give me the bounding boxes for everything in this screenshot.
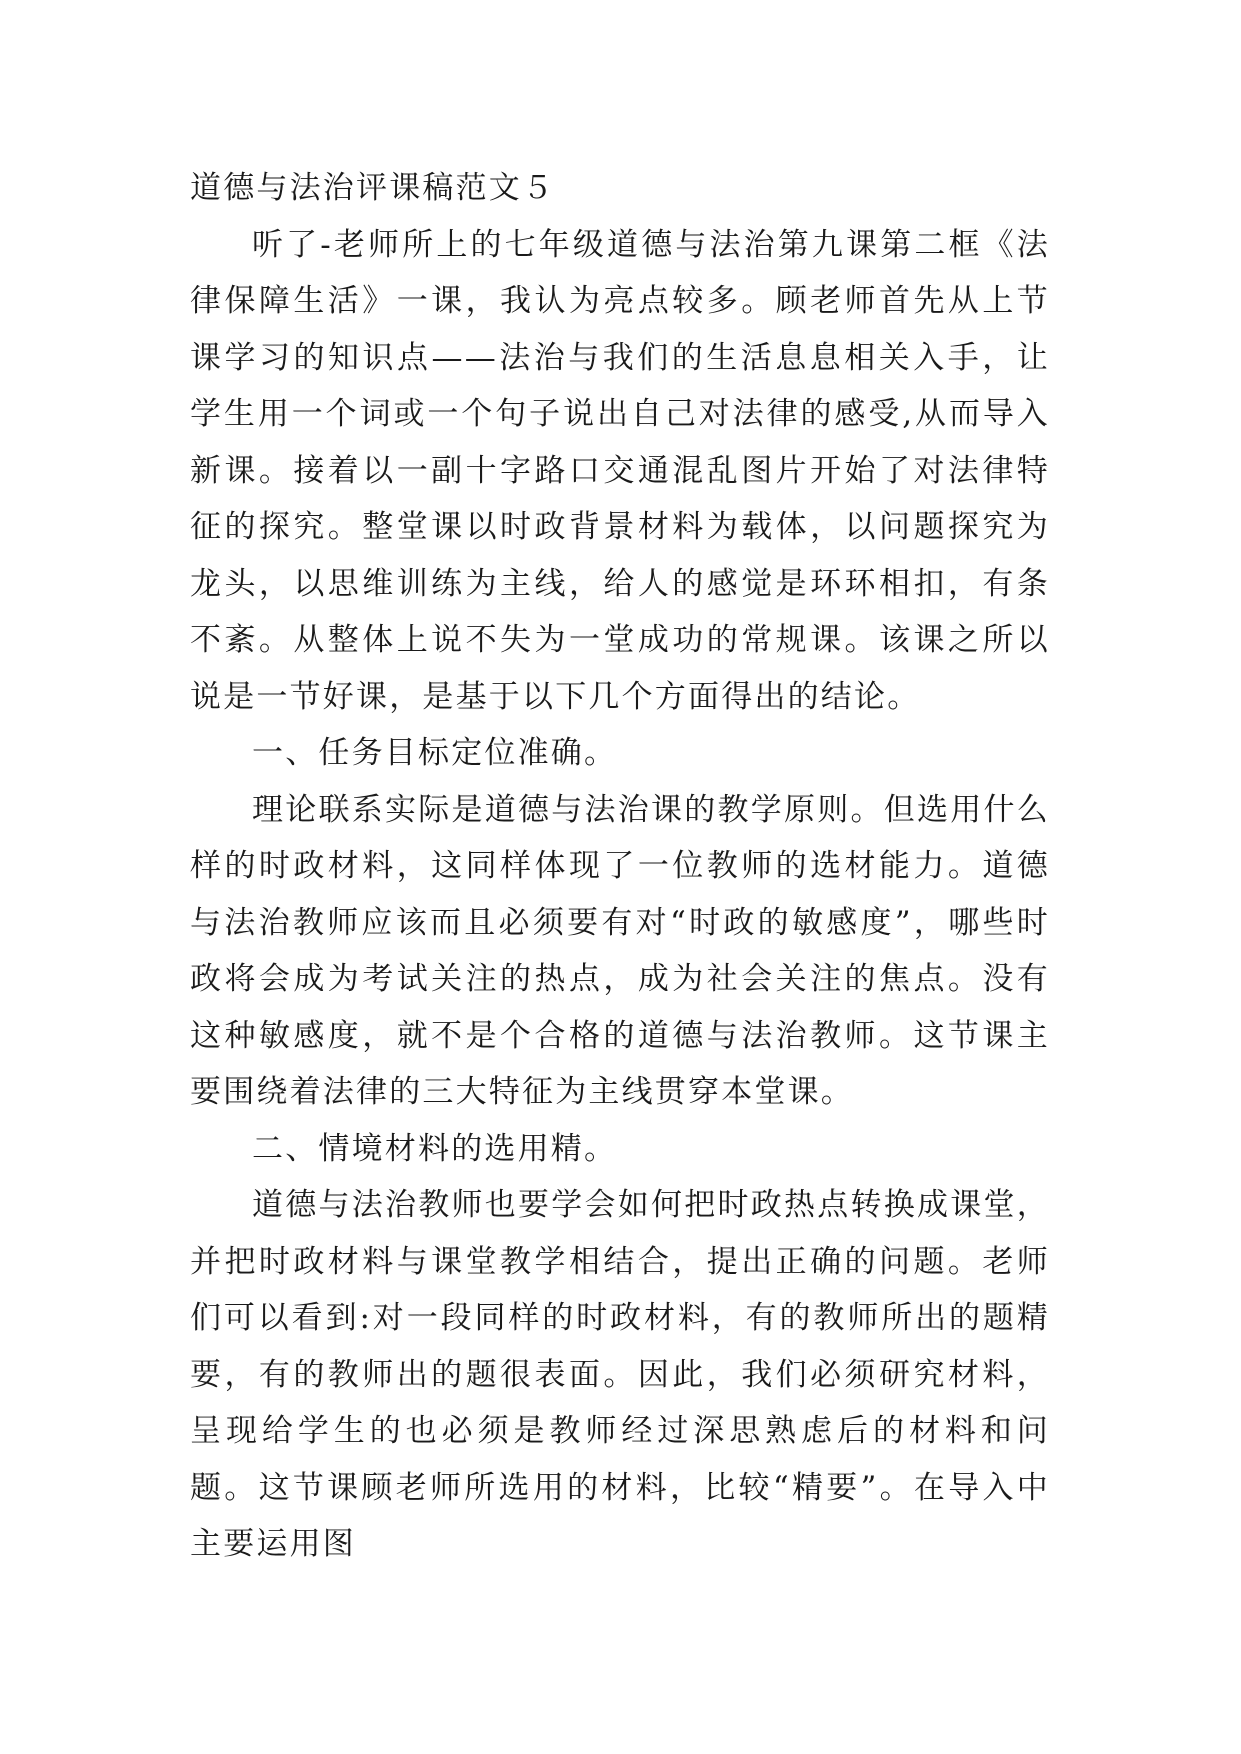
- document-body: [190, 160, 1050, 1573]
- paragraph-section-1: 理论联系实际是道德与法治课的教学原则。但选用什么样的时政材料，这同样体现了一位教师的选材能力。道德与法治教师应该而且必须要有对“时政的敏感度”，哪些时政将会成为考试关注的热点，成为社会关注的焦点。没有这种敏感度，就不是个合格的道德与法治教师。这节课主要围绕着法律的三大特征为主线贯穿本堂课。: [190, 791, 1050, 1110]
- section-heading-1: 一、任务目标定位准确。: [252, 735, 618, 771]
- paragraph-intro: 听了-老师所上的七年级道德与法治第九课第二框《法律保障生活》一课，我认为亮点较多。顾老师首先从上节课学习的知识点——法治与我们的生活息息相关入手，让学生用一个词或一个句子说出自己对法律的感受,从而导入新课。接着以一副十字路口交通混乱图片开始了对法律特征的探究。整堂课以时政背景材料为载体，以问题探究为龙头，以思维训练为主线，给人的感觉是环环相扣，有条不紊。从整体上说不失为一堂成功的常规课。该课之所以说是一节好课，是基于以下几个方面得出的结论。: [190, 226, 1050, 715]
- document-title: 道德与法治评课稿范文５: [190, 170, 556, 206]
- paragraph-section-2: 道德与法治教师也要学会如何把时政热点转换成课堂，并把时政材料与课堂教学相结合，提出正确的问题。老师们可以看到:对一段同样的时政材料，有的教师所出的题精要，有的教师出的题很表面。因此，我们必须研究材料，呈现给学生的也必须是教师经过深思熟虑后的材料和问题。这节课顾老师所选用的材料，比较“精要”。在导入中主要运用图: [190, 1187, 1050, 1562]
- section-heading-2: 二、情境材料的选用精。: [252, 1130, 618, 1167]
